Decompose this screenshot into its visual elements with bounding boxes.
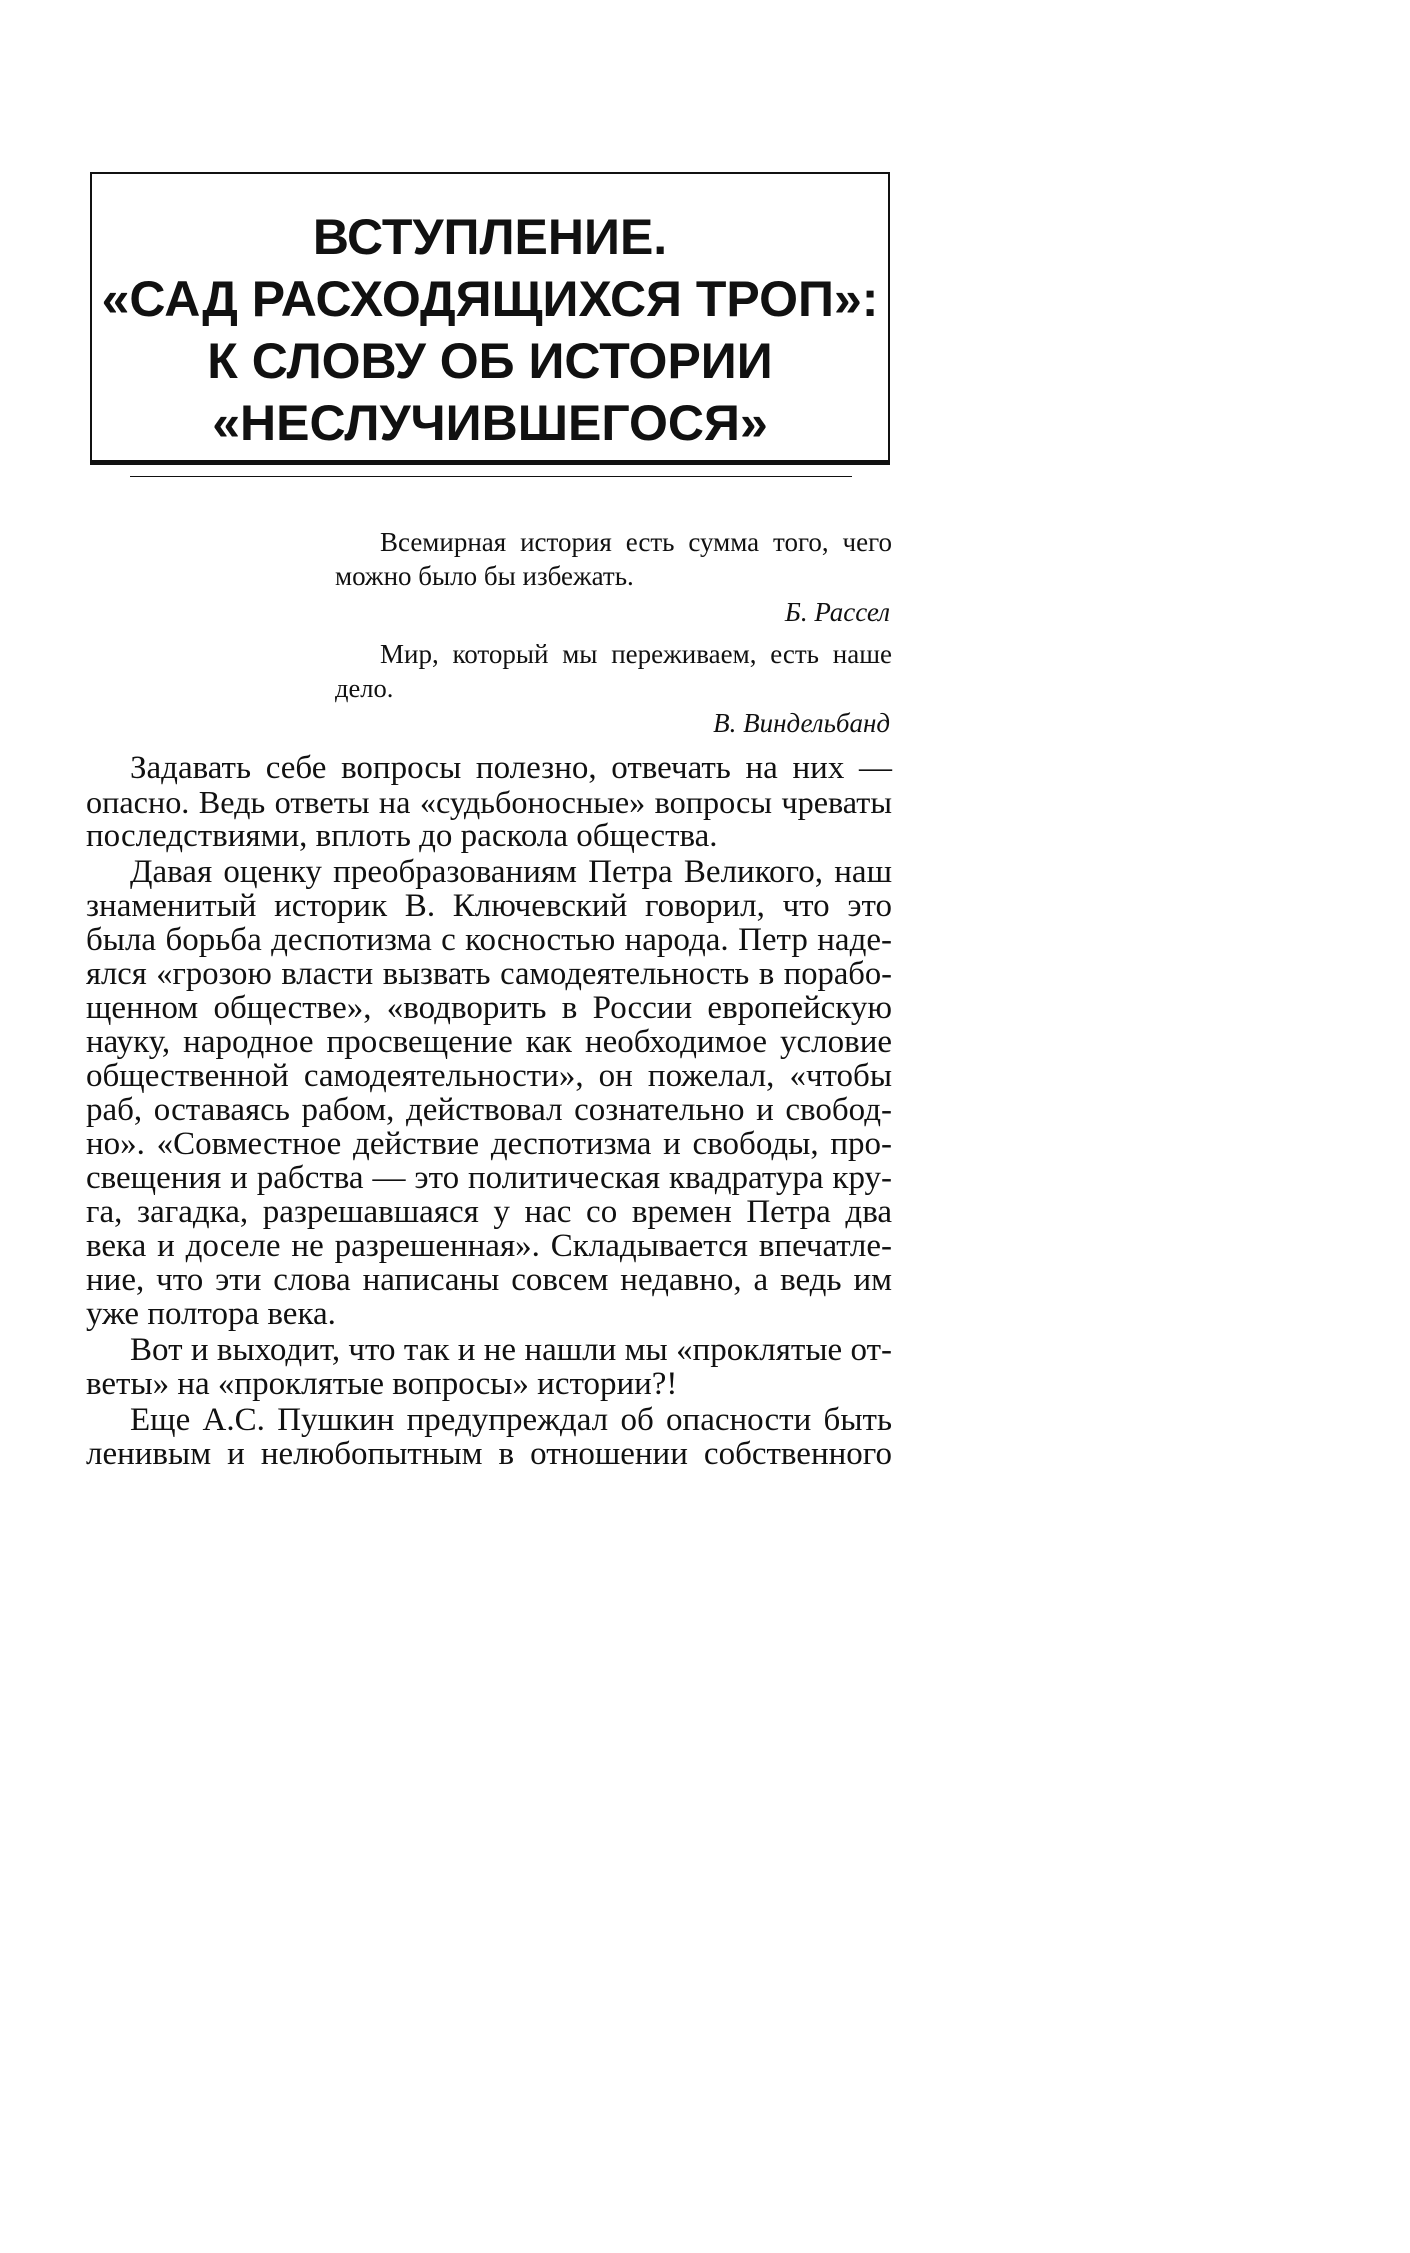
epigraph-1-line-2: можно было бы избежать. [335, 561, 634, 591]
body-line: раб, оставаясь рабом, действовал сознательно и свобод- [86, 1092, 892, 1128]
title-rule-thin [130, 476, 852, 477]
body-line: ленивым и нелюбопытным в отношении собственного [86, 1436, 892, 1472]
body-line: последствиями, вплоть до раскола общества. [86, 818, 718, 854]
body-line: Вот и выходит, что так и не нашли мы «проклятые от- [130, 1332, 892, 1368]
chapter-title-box [90, 172, 890, 462]
epigraph-2-line-2: дело. [335, 673, 394, 703]
chapter-title-line-4: «НЕСЛУЧИВШЕГОСЯ» [212, 395, 768, 451]
body-line: века и доселе не разрешенная». Складывается впечатле- [86, 1228, 892, 1264]
body-line: свещения и рабства — это политическая квадратура кру- [86, 1160, 892, 1196]
body-line: знаменитый историк В. Ключевский говорил, что это [86, 888, 892, 924]
epigraph-1-line-1: Всемирная история есть сумма того, чего [380, 527, 892, 557]
body-line: была борьба деспотизма с косностью народа. Петр наде- [86, 922, 892, 958]
body-line: га, загадка, разрешавшаяся у нас со времен Петра два [86, 1194, 892, 1230]
body-line: Давая оценку преобразованиям Петра Великого, наш [130, 854, 892, 890]
body-line: общественной самодеятельности», он пожелал, «чтобы [86, 1058, 892, 1094]
body-line: уже полтора века. [86, 1296, 336, 1332]
body-line: ялся «грозою власти вызвать самодеятельность в порабо- [86, 956, 892, 992]
epigraph-2-author: В. Виндельбанд [713, 708, 890, 738]
chapter-title-line-1: ВСТУПЛЕНИЕ. [312, 209, 668, 265]
body-line: щенном обществе», «водворить в России европейскую [86, 990, 892, 1026]
chapter-title-line-3: К СЛОВУ ОБ ИСТОРИИ [207, 333, 773, 389]
body-line: веты» на «проклятые вопросы» истории?! [86, 1366, 678, 1402]
body-line: ние, что эти слова написаны совсем недавно, а ведь им [86, 1262, 892, 1298]
chapter-title-line-2: «САД РАСХОДЯЩИХСЯ ТРОП»: [101, 271, 879, 327]
body-line: но». «Совместное действие деспотизма и свободы, про- [86, 1126, 892, 1162]
epigraph-1-author: Б. Рассел [784, 597, 890, 627]
body-line: Еще А.С. Пушкин предупреждал об опасности быть [130, 1402, 892, 1438]
epigraph-2-line-1: Мир, который мы переживаем, есть наше [380, 639, 892, 669]
body-line: опасно. Ведь ответы на «судьбоносные» вопросы чреваты [86, 784, 892, 820]
body-line: Задавать себе вопросы полезно, отвечать на них — [130, 750, 892, 786]
body-line: науку, народное просвещение как необходимое условие [86, 1024, 892, 1060]
title-rule-thick [90, 462, 890, 465]
